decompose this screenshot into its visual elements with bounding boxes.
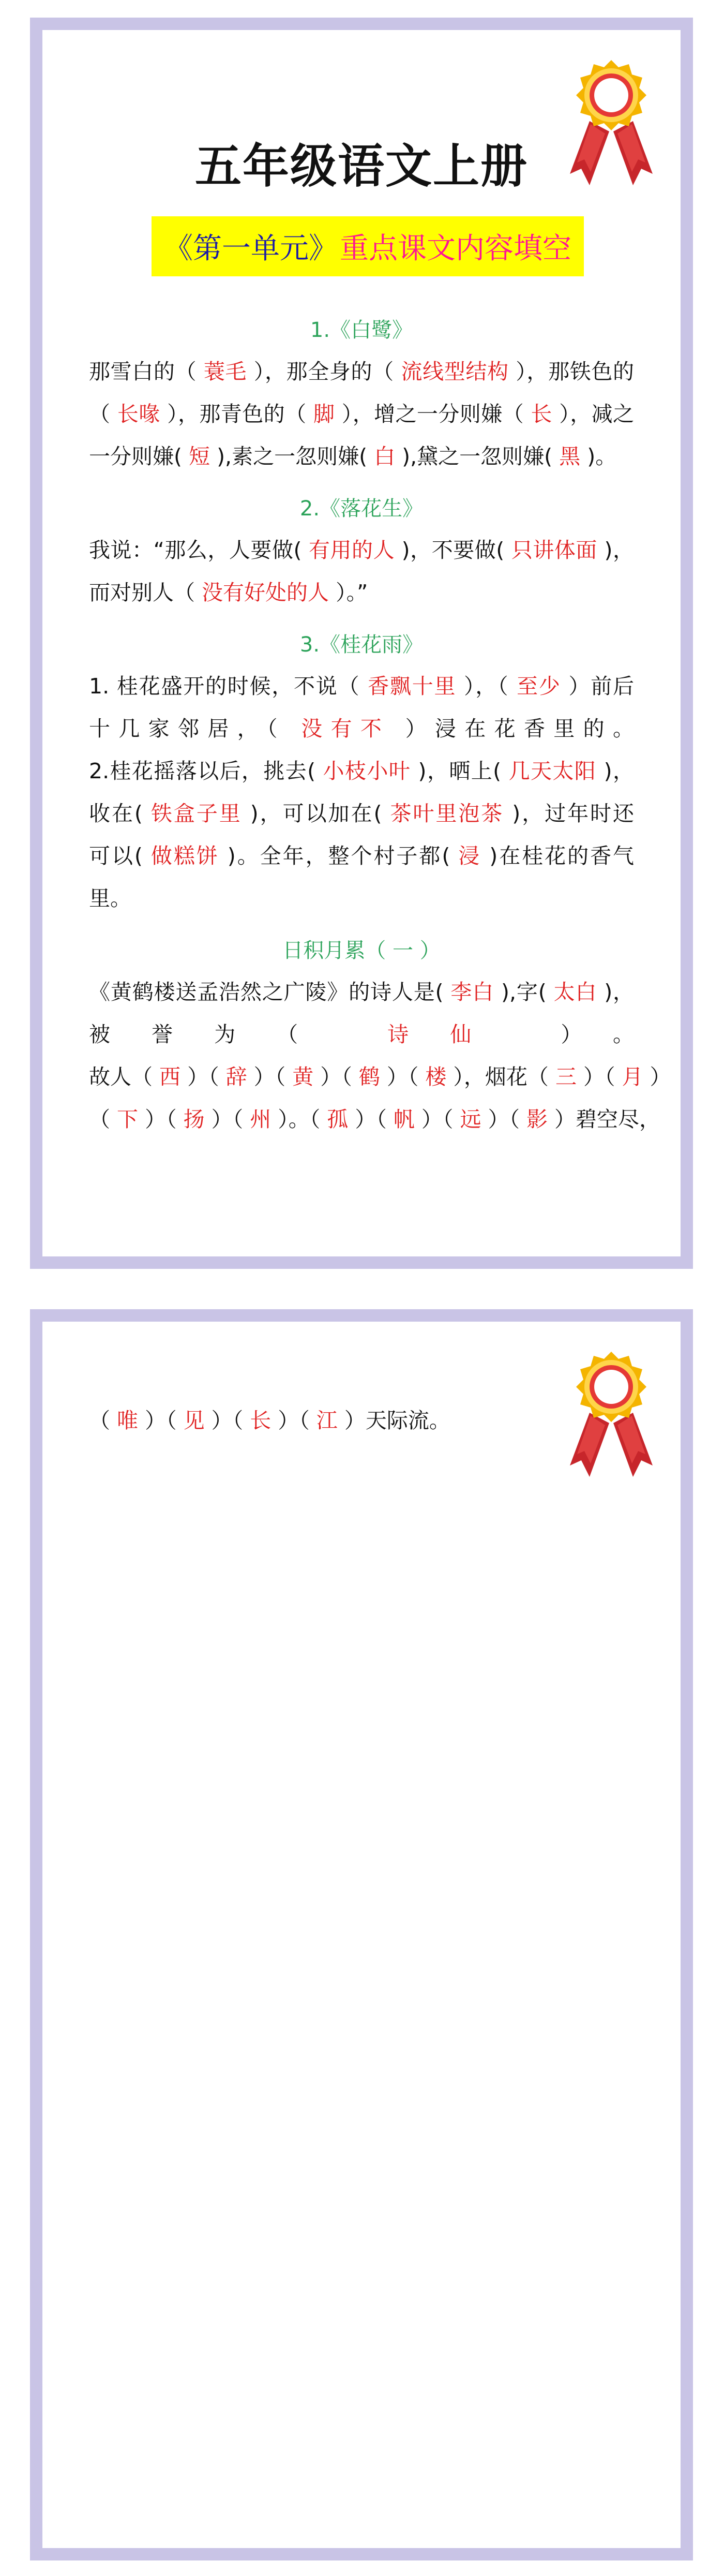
text-line [89, 1399, 567, 1442]
text-line [89, 792, 634, 835]
prompt-text: )。全年，整个村子都( [219, 843, 459, 868]
prompt-text: )，可以加在( [242, 801, 390, 826]
prompt-text: )， [596, 759, 634, 783]
prompt-text: ）。 [512, 1022, 634, 1047]
answer-text: 铁盒子里 [150, 801, 242, 826]
prompt-text: )在桂花的香气 [481, 843, 635, 868]
text-line [89, 1056, 671, 1098]
text-line [89, 1013, 634, 1056]
prompt-text: ）（ [271, 1408, 316, 1433]
worksheet-page-1 [30, 18, 693, 1269]
text-line [89, 707, 634, 750]
answer-text: 长 [531, 402, 552, 426]
answer-text: 至少 [517, 674, 561, 699]
answer-text: 香飘十里 [368, 674, 457, 699]
prompt-text: 一分则嫌( [89, 444, 189, 469]
prompt-text: ）（ [180, 1064, 226, 1089]
answer-text: 下 [117, 1107, 139, 1132]
text-line [89, 529, 634, 571]
answer-text: 脚 [313, 402, 335, 426]
prompt-text: ),字( [494, 980, 554, 1004]
answer-text: 李白 [450, 980, 494, 1004]
prompt-text: （ [89, 1107, 117, 1132]
answer-text: 长喙 [117, 402, 160, 426]
answer-text: 小枝小叶 [323, 759, 411, 783]
answer-text: 太白 [553, 980, 597, 1004]
answer-text: 长 [250, 1408, 272, 1433]
answer-text: 帆 [393, 1107, 415, 1132]
prompt-text: 可以( [89, 843, 151, 868]
prompt-text: ） [643, 1064, 671, 1089]
prompt-text: ）（ [247, 1064, 293, 1089]
answer-text: 唯 [117, 1408, 139, 1433]
prompt-text: 被誉为（ [89, 1022, 388, 1047]
answer-text: 黄 [292, 1064, 314, 1089]
prompt-text: ）（ [138, 1408, 184, 1433]
prompt-text: ）（ [313, 1064, 359, 1089]
answer-text: 几天太阳 [508, 759, 597, 783]
prompt-text: ），（ [456, 674, 517, 699]
prompt-text: ）浸在花香里的。 [390, 716, 634, 741]
answer-text: 黑 [559, 444, 581, 469]
subtitle-topic: 重点课文内容填空 [340, 232, 571, 265]
prompt-text: 收在( [89, 801, 151, 826]
section-title: 2.《落花生》 [299, 497, 424, 521]
text-line [89, 835, 634, 877]
prompt-text: 里。 [89, 886, 131, 911]
answer-text: 江 [316, 1408, 338, 1433]
prompt-text: ）。” [329, 580, 368, 605]
prompt-text: ），那青色的（ [160, 402, 313, 426]
answer-text: 白 [374, 444, 396, 469]
text-line [89, 350, 634, 393]
prompt-text: （ [89, 402, 117, 426]
answer-text: 没有好处的人 [202, 580, 329, 605]
text-line [89, 1098, 661, 1141]
prompt-text: （ [89, 1408, 117, 1433]
answer-text: 诗仙 [387, 1022, 513, 1047]
prompt-text: 《黄鹤楼送孟浩然之广陵》的诗人是( [89, 980, 451, 1004]
prompt-text: )， [597, 980, 635, 1004]
prompt-text: )，不要做( [395, 538, 511, 562]
answer-text: 辞 [225, 1064, 247, 1089]
prompt-text: ）前后 [561, 674, 635, 699]
text-line [89, 971, 634, 1013]
text-line [89, 750, 634, 792]
worksheet-page-2 [30, 1309, 693, 2560]
prompt-text: ）（ [380, 1064, 426, 1089]
prompt-text: ）天际流。 [337, 1408, 450, 1433]
answer-text: 浸 [458, 843, 481, 868]
answer-text: 楼 [425, 1064, 447, 1089]
prompt-text: ）（ [138, 1107, 184, 1132]
answer-text: 远 [460, 1107, 481, 1132]
answer-text: 三 [555, 1064, 577, 1089]
prompt-text: ）。（ [271, 1107, 327, 1132]
prompt-text: ),素之一忽则嫌( [210, 444, 374, 469]
answer-text: 州 [250, 1107, 272, 1132]
answer-text: 扬 [183, 1107, 205, 1132]
prompt-text: ）（ [204, 1408, 250, 1433]
prompt-text: ），那铁色的 [508, 359, 634, 384]
answer-text: 有用的人 [309, 538, 395, 562]
text-line [89, 665, 634, 707]
section-title: 日积月累（ 一 ） [282, 939, 441, 963]
answer-text: 见 [183, 1408, 205, 1433]
prompt-text: )， [597, 538, 634, 562]
text-line [89, 571, 634, 614]
answer-text: 流线型结构 [401, 359, 509, 384]
prompt-text: ),黛之一忽则嫌( [395, 444, 560, 469]
answer-text: 没有不 [301, 716, 390, 741]
prompt-text: 1. 桂花盛开的时候，不说（ [89, 674, 368, 699]
prompt-text: 2.桂花摇落以后，挑去( [89, 759, 323, 783]
answer-text: 月 [622, 1064, 643, 1089]
answer-text: 蓑毛 [203, 359, 247, 384]
text-line [89, 435, 634, 478]
answer-text: 做糕饼 [150, 843, 219, 868]
prompt-text: 故人（ [89, 1064, 160, 1089]
subtitle-unit: 《第一单元》 [164, 232, 338, 265]
answer-text: 孤 [327, 1107, 349, 1132]
prompt-text: ），减之 [552, 402, 635, 426]
prompt-text: ）（ [414, 1107, 460, 1132]
section-title: 3.《桂花雨》 [299, 633, 424, 657]
prompt-text: ）碧空尽， [548, 1107, 661, 1132]
prompt-text: ）（ [348, 1107, 394, 1132]
prompt-text: )，晒上( [411, 759, 509, 783]
text-line [89, 877, 634, 920]
prompt-text: 十几家邻居，（ [89, 716, 301, 741]
answer-text: 鹤 [358, 1064, 380, 1089]
answer-text: 西 [159, 1064, 181, 1089]
worksheet-content-continued [89, 1399, 567, 1442]
text-line [89, 393, 634, 435]
answer-text: 影 [526, 1107, 548, 1132]
prompt-text: ）（ [576, 1064, 622, 1089]
prompt-text: )，过年时还 [504, 801, 635, 826]
worksheet-content [89, 299, 671, 1141]
answer-text: 茶叶里泡茶 [390, 801, 504, 826]
prompt-text: 那雪白的（ [89, 359, 204, 384]
prompt-text: ），那全身的（ [247, 359, 401, 384]
prompt-text: 我说：“那么，人要做( [89, 538, 309, 562]
prompt-text: )。 [580, 444, 617, 469]
page-title: 五年级语文上册 [195, 139, 528, 194]
prompt-text: ）（ [481, 1107, 527, 1132]
prompt-text: ）（ [204, 1107, 250, 1132]
prompt-text: 而对别人（ [89, 580, 202, 605]
subtitle-banner [152, 216, 584, 276]
answer-text: 只讲体面 [511, 538, 597, 562]
award-ribbon-icon [560, 1348, 663, 1483]
section-title: 1.《白鹭》 [310, 318, 413, 342]
prompt-text: ），烟花（ [446, 1064, 555, 1089]
answer-text: 短 [189, 444, 210, 469]
prompt-text: ），增之一分则嫌（ [335, 402, 531, 426]
